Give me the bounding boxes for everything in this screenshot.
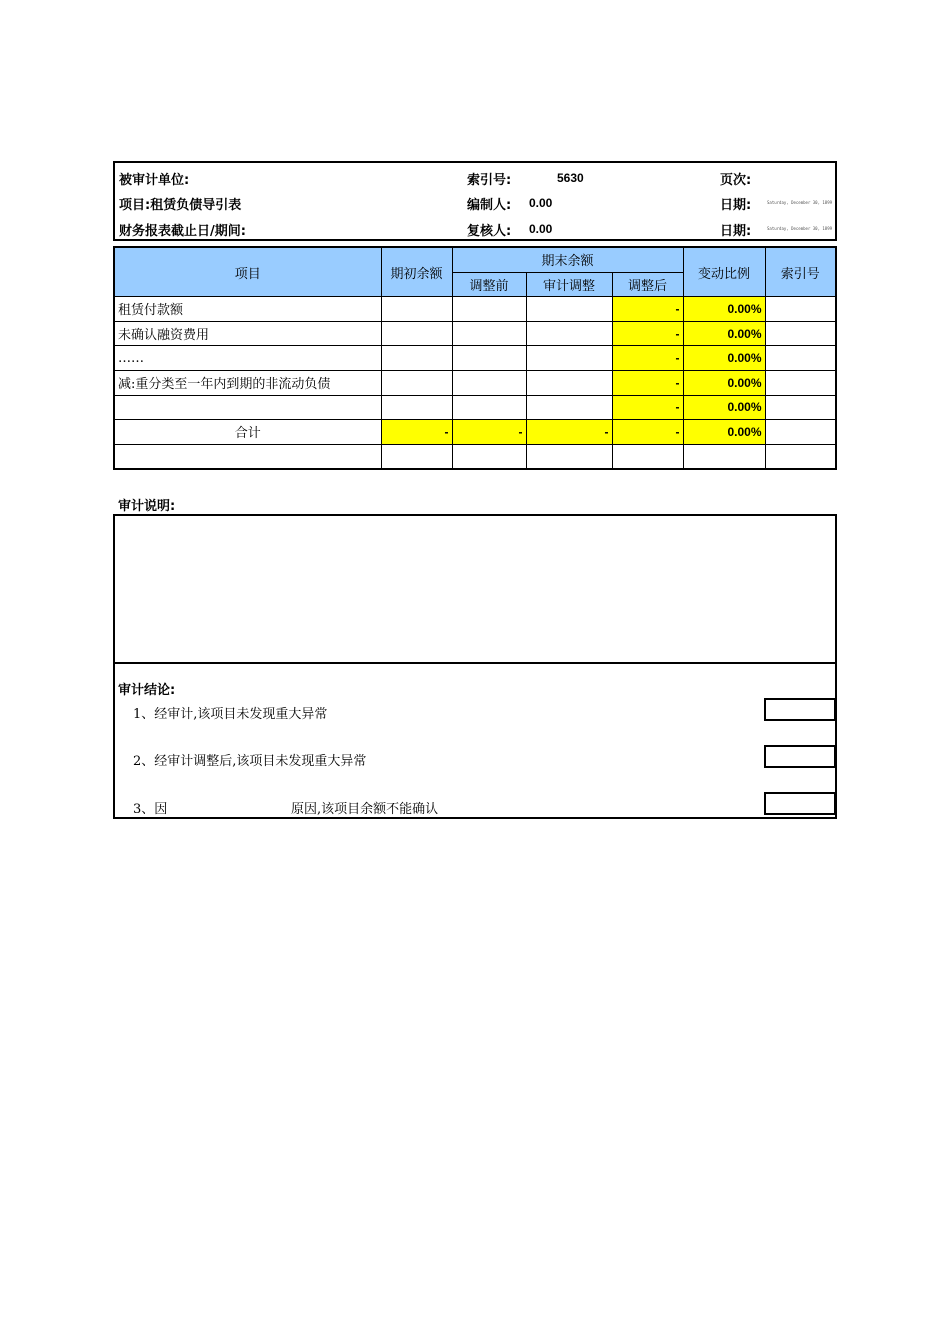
- header-change-ratio: 变动比例: [683, 247, 765, 297]
- row-ratio[interactable]: 0.00%: [683, 346, 765, 371]
- row-after[interactable]: -: [612, 395, 683, 420]
- row-opening[interactable]: [381, 297, 452, 322]
- row-before[interactable]: [452, 321, 526, 346]
- preparer-value: 0.00: [529, 196, 553, 210]
- total-adj[interactable]: -: [526, 420, 612, 445]
- audit-note-label: 审计说明:: [118, 499, 176, 514]
- audit-conclusion-label: 审计结论:: [118, 683, 176, 698]
- empty-cell[interactable]: [381, 444, 452, 469]
- header-audit-adj: 审计调整: [526, 272, 612, 297]
- date-value-2: Saturday, December 30, 1899: [767, 226, 833, 231]
- audit-note-box[interactable]: [113, 514, 837, 819]
- reviewer-label: 复核人:: [467, 224, 512, 239]
- row-adj[interactable]: [526, 370, 612, 395]
- header-item: 项目: [114, 247, 381, 297]
- header-index-no: 索引号: [765, 247, 836, 297]
- row-adj[interactable]: [526, 321, 612, 346]
- total-after[interactable]: -: [612, 420, 683, 445]
- conclusion-option-2: 2、经审计调整后,该项目未发现重大异常: [133, 754, 367, 769]
- row-index[interactable]: [765, 321, 836, 346]
- date-label-2: 日期:: [720, 224, 752, 239]
- audited-unit-label: 被审计单位:: [119, 173, 190, 188]
- row-opening[interactable]: [381, 395, 452, 420]
- table-row: [114, 395, 836, 420]
- total-opening[interactable]: -: [381, 420, 452, 445]
- row-index[interactable]: [765, 346, 836, 371]
- total-label: 合计: [114, 420, 381, 445]
- row-index[interactable]: [765, 370, 836, 395]
- row-before[interactable]: [452, 395, 526, 420]
- row-before[interactable]: [452, 346, 526, 371]
- empty-cell[interactable]: [114, 444, 381, 469]
- total-ratio[interactable]: 0.00%: [683, 420, 765, 445]
- row-opening[interactable]: [381, 370, 452, 395]
- row-item[interactable]: [114, 395, 381, 420]
- empty-cell[interactable]: [683, 444, 765, 469]
- page-label: 页次:: [720, 173, 752, 188]
- row-item[interactable]: 未确认融资费用: [114, 321, 381, 346]
- table-row: [114, 346, 836, 371]
- table-row: [114, 297, 836, 322]
- empty-row: [114, 444, 836, 469]
- reviewer-value: 0.00: [529, 222, 553, 236]
- row-adj[interactable]: [526, 297, 612, 322]
- header-block: [113, 161, 837, 241]
- total-before[interactable]: -: [452, 420, 526, 445]
- header-before-adj: 调整前: [452, 272, 526, 297]
- header-after-adj: 调整后: [612, 272, 683, 297]
- row-item[interactable]: ……: [114, 346, 381, 371]
- conclusion-checkbox-1[interactable]: [764, 698, 836, 721]
- row-index[interactable]: [765, 395, 836, 420]
- row-after[interactable]: -: [612, 297, 683, 322]
- preparer-label: 编制人:: [467, 198, 512, 213]
- index-value: 5630: [557, 171, 584, 185]
- row-ratio[interactable]: 0.00%: [683, 297, 765, 322]
- empty-cell[interactable]: [452, 444, 526, 469]
- row-ratio[interactable]: 0.00%: [683, 395, 765, 420]
- period-label: 财务报表截止日/期间:: [119, 224, 246, 239]
- lease-liability-table: [113, 246, 837, 470]
- empty-cell[interactable]: [612, 444, 683, 469]
- table-row: [114, 321, 836, 346]
- row-adj[interactable]: [526, 395, 612, 420]
- row-opening[interactable]: [381, 346, 452, 371]
- conclusion-option-3-prefix: 3、因: [133, 802, 168, 817]
- row-before[interactable]: [452, 370, 526, 395]
- conclusion-checkbox-2[interactable]: [764, 745, 836, 768]
- row-ratio[interactable]: 0.00%: [683, 370, 765, 395]
- section-divider: [113, 662, 837, 664]
- conclusion-option-1: 1、经审计,该项目未发现重大异常: [133, 707, 328, 722]
- row-index[interactable]: [765, 297, 836, 322]
- row-before[interactable]: [452, 297, 526, 322]
- row-after[interactable]: -: [612, 321, 683, 346]
- row-item[interactable]: 减:重分类至一年内到期的非流动负债: [114, 370, 381, 395]
- empty-cell[interactable]: [526, 444, 612, 469]
- project-label: 项目:租赁负债导引表: [119, 198, 242, 213]
- date-label-1: 日期:: [720, 198, 752, 213]
- header-opening: 期初余额: [381, 247, 452, 297]
- total-index[interactable]: [765, 420, 836, 445]
- row-after[interactable]: -: [612, 370, 683, 395]
- row-adj[interactable]: [526, 346, 612, 371]
- row-ratio[interactable]: 0.00%: [683, 321, 765, 346]
- index-label: 索引号:: [467, 173, 512, 188]
- header-closing: 期末余额: [452, 247, 683, 272]
- conclusion-option-3-suffix: 原因,该项目余额不能确认: [291, 802, 439, 817]
- row-opening[interactable]: [381, 321, 452, 346]
- row-after[interactable]: -: [612, 346, 683, 371]
- date-value-1: Saturday, December 30, 1899: [767, 200, 833, 205]
- row-item[interactable]: 租赁付款额: [114, 297, 381, 322]
- conclusion-checkbox-3[interactable]: [764, 792, 836, 815]
- total-row: [114, 420, 836, 445]
- table-row: [114, 370, 836, 395]
- empty-cell[interactable]: [765, 444, 836, 469]
